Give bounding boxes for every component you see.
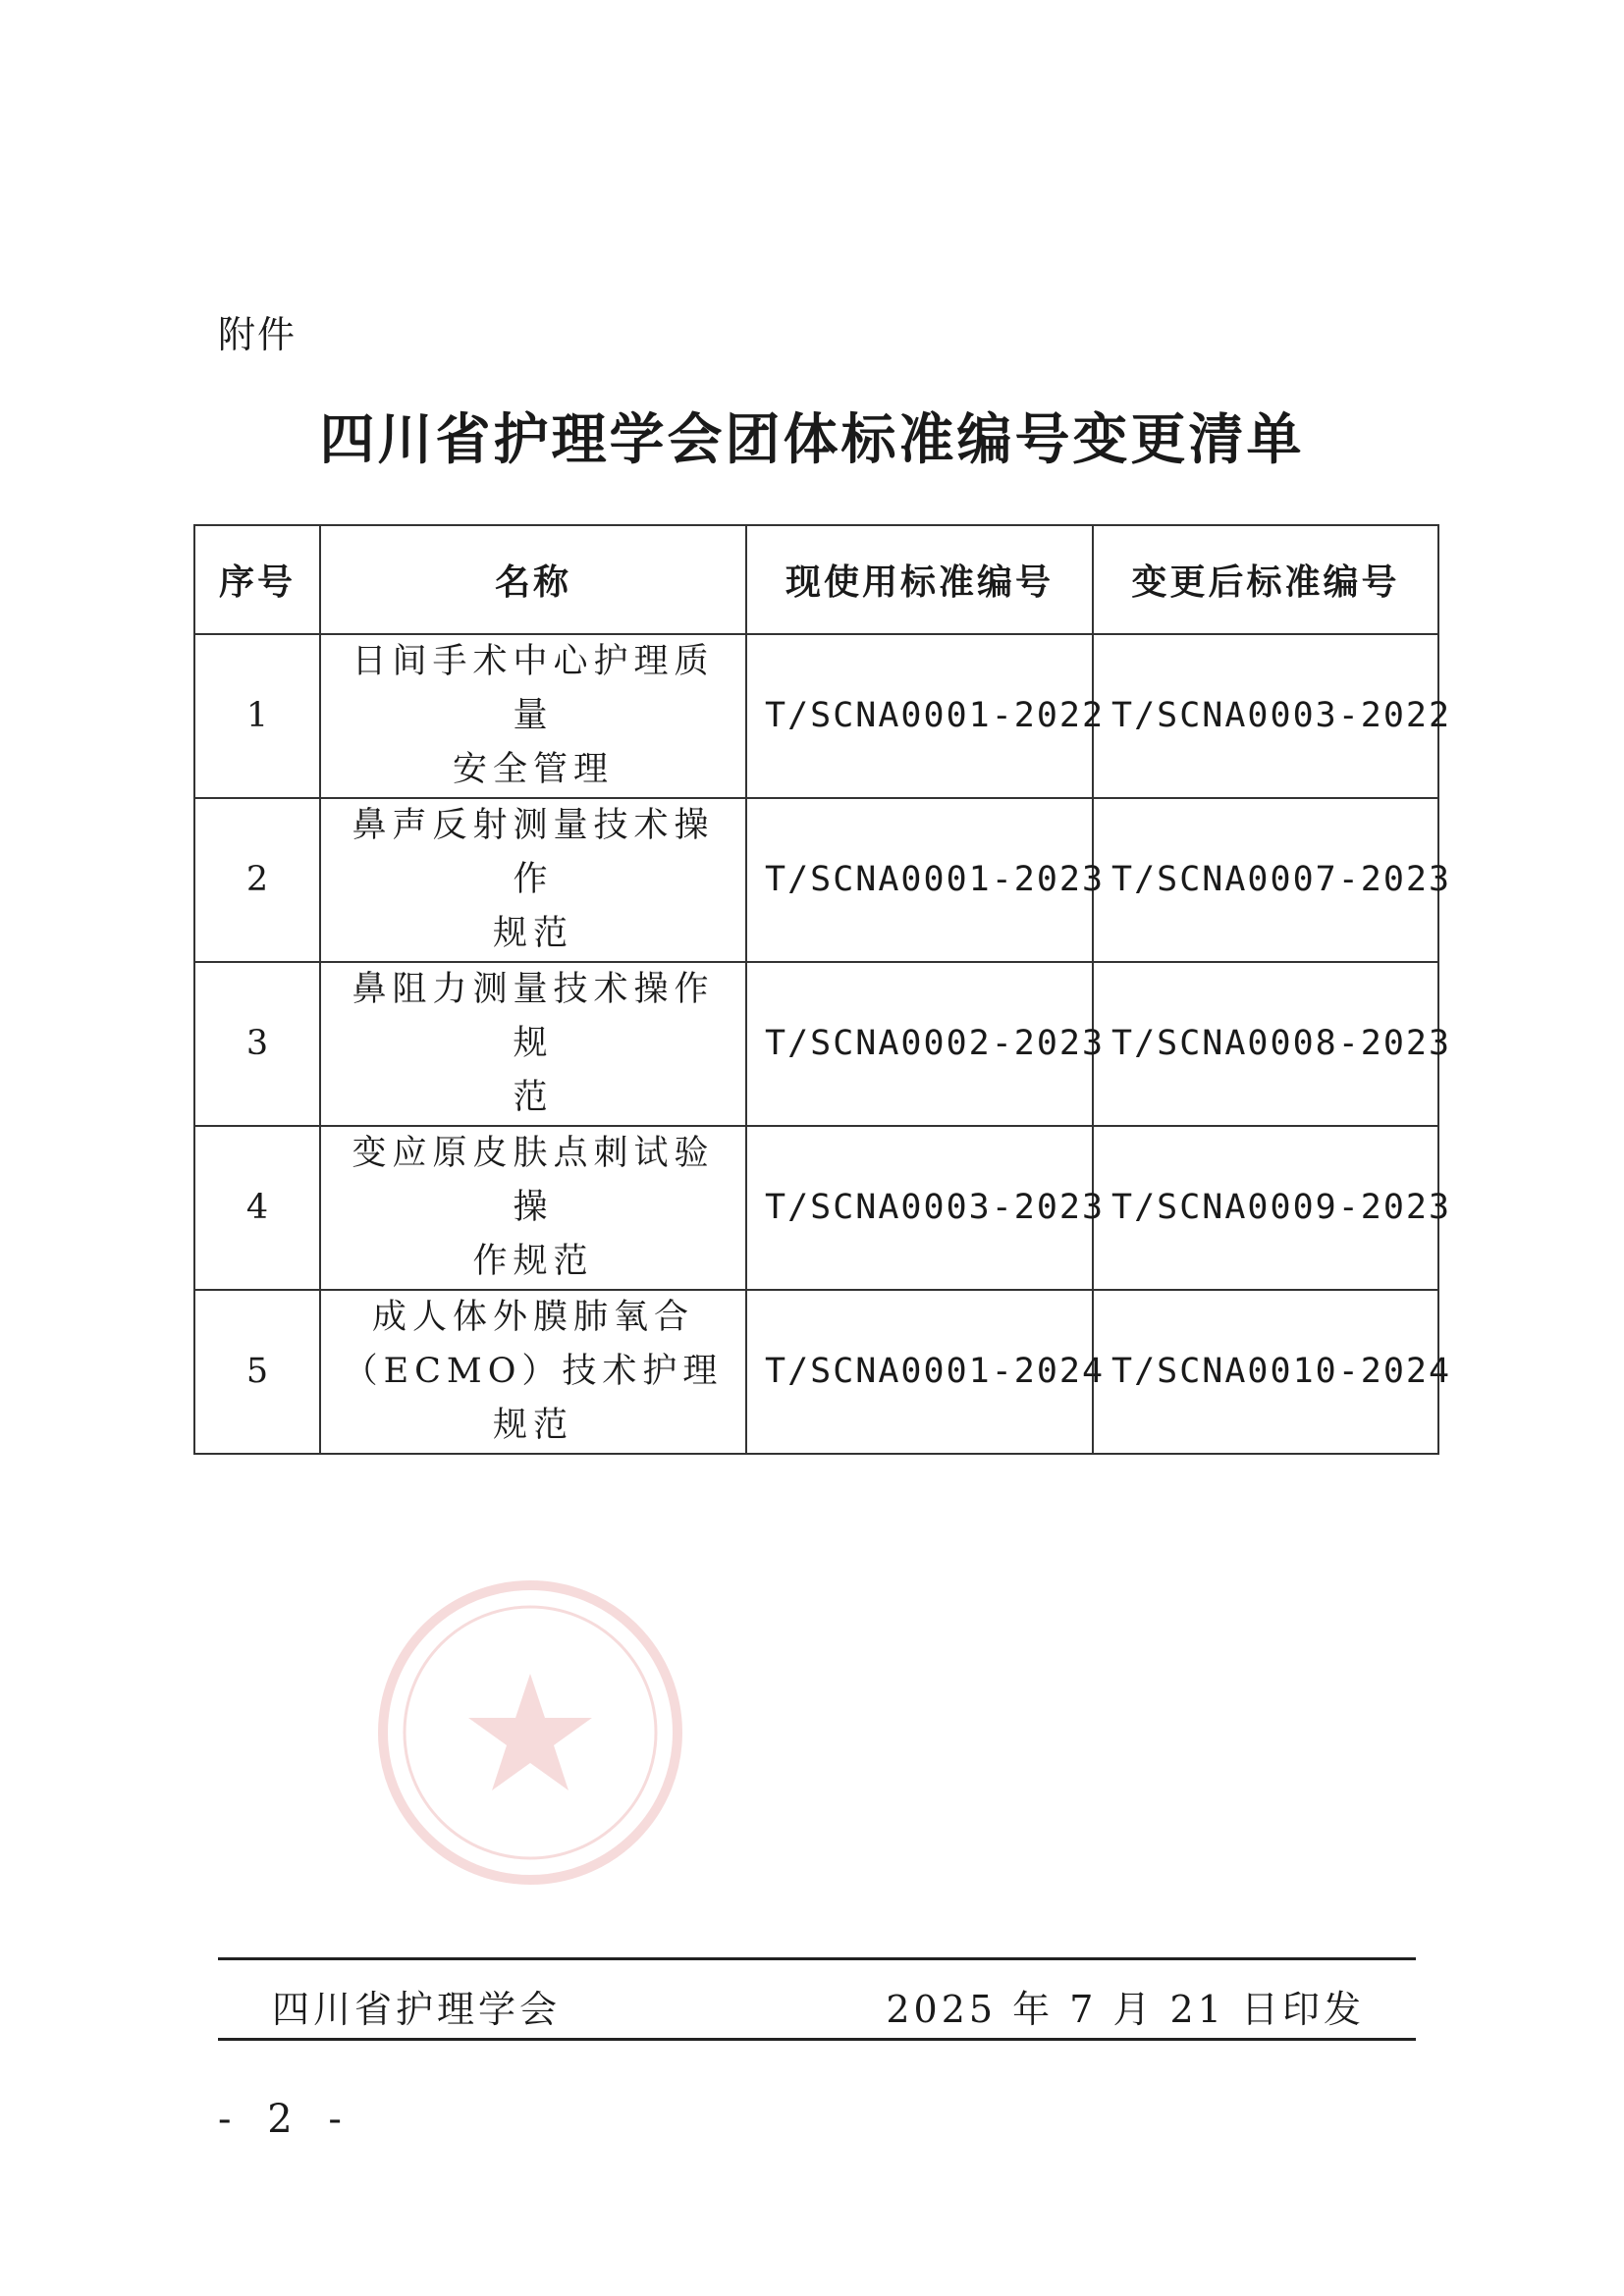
column-header-current-code: 现使用标准编号: [746, 525, 1093, 634]
row-seq: 1: [194, 634, 320, 798]
table-row: [194, 962, 1438, 1126]
row-current-code: T/SCNA0001-2024: [746, 1290, 1093, 1454]
row-seq: 3: [194, 962, 320, 1126]
table-header-row: [194, 525, 1438, 634]
table-row: [194, 634, 1438, 798]
row-name-line: 成人体外膜肺氧合: [371, 1298, 694, 1337]
table-row: [194, 1290, 1438, 1454]
page-number: - 2 -: [218, 2097, 353, 2142]
row-name: [320, 962, 746, 1126]
row-current-code: T/SCNA0001-2023: [746, 798, 1093, 962]
row-name: [320, 1126, 746, 1290]
row-seq: 2: [194, 798, 320, 962]
column-header-name: 名称: [320, 525, 746, 634]
row-current-code: T/SCNA0001-2022: [746, 634, 1093, 798]
footer-organization: 四川省护理学会: [272, 1988, 562, 2031]
row-name-line: 鼻阻力测量技术操作规: [352, 970, 715, 1063]
column-header-new-code: 变更后标准编号: [1093, 525, 1438, 634]
footer-bottom-rule: [218, 2038, 1416, 2041]
row-new-code: T/SCNA0008-2023: [1093, 962, 1438, 1126]
official-seal-icon: [368, 1571, 692, 1895]
row-name-line: 范: [513, 1078, 554, 1117]
footer-top-rule: [218, 1957, 1416, 1960]
column-header-seq: 序号: [194, 525, 320, 634]
row-name: [320, 798, 746, 962]
row-seq: 5: [194, 1290, 320, 1454]
row-name-line: 安全管理: [452, 750, 614, 789]
row-new-code: T/SCNA0009-2023: [1093, 1126, 1438, 1290]
row-seq: 4: [194, 1126, 320, 1290]
table-row: [194, 798, 1438, 962]
footer-issue-date: 2025 年 7 月 21 日印发: [886, 1988, 1365, 2031]
row-name-line: 规范: [492, 914, 573, 953]
row-new-code: T/SCNA0007-2023: [1093, 798, 1438, 962]
row-name-line: 鼻声反射测量技术操作: [352, 806, 715, 899]
row-current-code: T/SCNA0003-2023: [746, 1126, 1093, 1290]
standards-change-table: [193, 524, 1452, 1455]
row-name: [320, 1290, 746, 1454]
row-name-line: 日间手术中心护理质量: [352, 642, 715, 735]
row-name-line: （ECMO）技术护理规范: [343, 1352, 724, 1445]
page-title: 四川省护理学会团体标准编号变更清单: [319, 408, 1305, 472]
row-name-line: 变应原皮肤点刺试验操: [352, 1134, 715, 1227]
attachment-label: 附件: [218, 313, 298, 356]
row-current-code: T/SCNA0002-2023: [746, 962, 1093, 1126]
row-new-code: T/SCNA0003-2022: [1093, 634, 1438, 798]
row-name: [320, 634, 746, 798]
row-name-line: 作规范: [472, 1242, 594, 1281]
table-row: [194, 1126, 1438, 1290]
row-new-code: T/SCNA0010-2024: [1093, 1290, 1438, 1454]
